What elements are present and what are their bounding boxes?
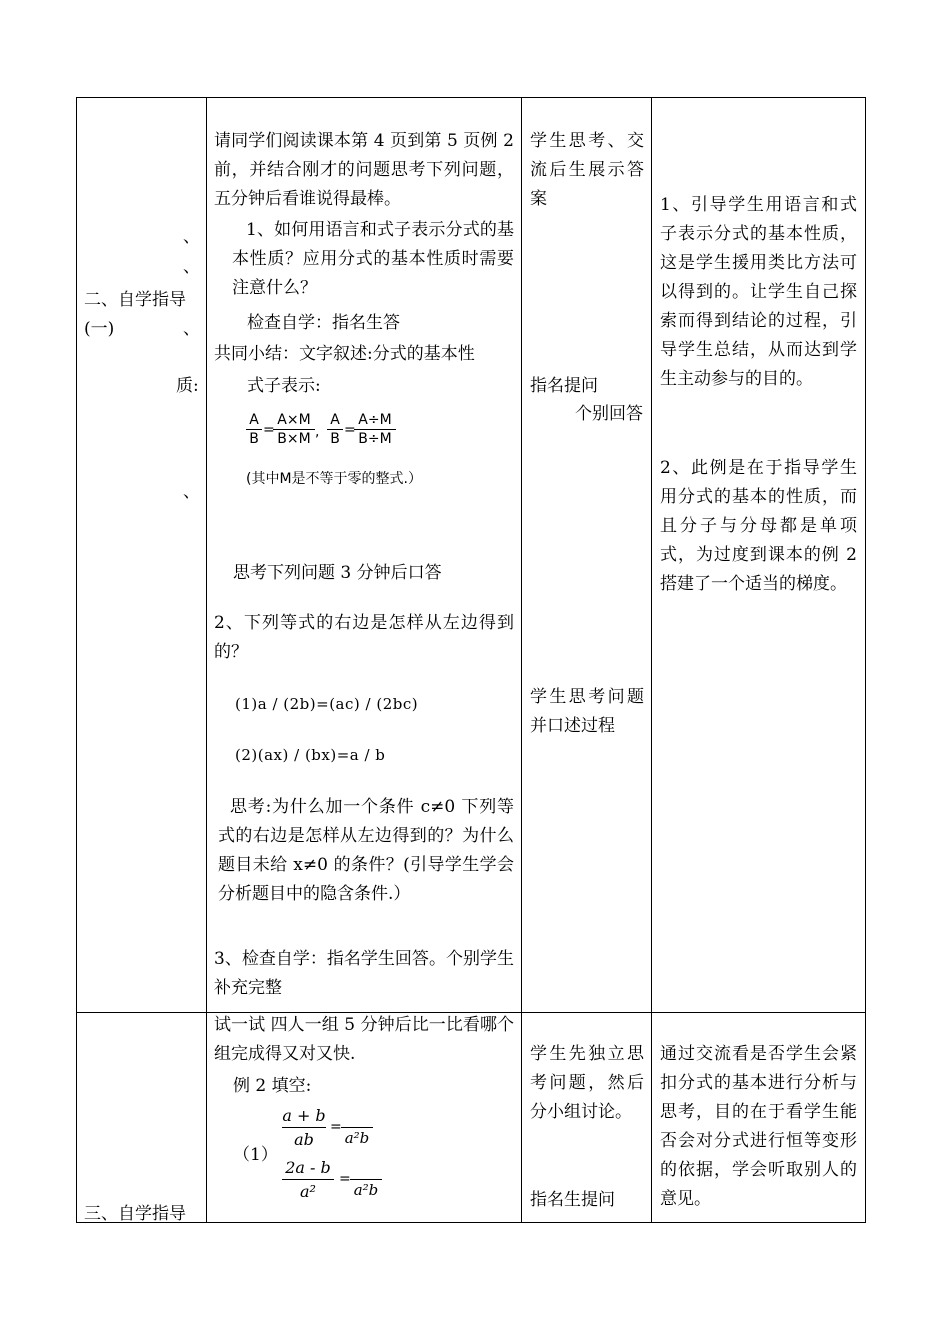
question-1: 1、如何用语言和式子表示分式的基本性质？应用分式的基本性质时需要注意什么？ <box>232 220 514 298</box>
fraction-am-bm: A×M B×M <box>273 412 315 447</box>
question-2: 2、下列等式的右边是怎样从左边得到的？ <box>214 613 514 662</box>
section-title: 三、自学指导 <box>84 1204 186 1224</box>
student-activity-3: 学生思考问题并口述过程 <box>530 687 644 736</box>
section-title: 二、自学指导 <box>84 290 186 310</box>
column-divider <box>206 98 207 1222</box>
enum-mark: 、 <box>183 227 200 247</box>
enum-mark: 、 <box>183 482 200 502</box>
fraction-a-b: A B <box>246 412 262 447</box>
column-divider <box>521 98 522 1222</box>
student-activity-2: 指名提问 <box>530 376 598 396</box>
reading-instruction: 请同学们阅读课本第 4 页到第 5 页例 2 前，并结合刚才的问题思考下列问题，五分钟后看谁说得最棒。 <box>214 131 514 209</box>
section-subtitle: (一) <box>84 319 115 339</box>
design-intent-1: 1、引导学生用语言和式子表示分式的基本性质，这是学生援用类比方法可以得到的。让学生自己探索而得到结论的过程，引导学生总结，从而达到学生主动参与的目的。 <box>660 195 857 389</box>
equation-2: (2)(ax) / (bx)=a / b <box>235 746 386 764</box>
fraction-a-div-m: A÷M B÷M <box>354 412 396 447</box>
design-intent-3: 通过交流看是否学生会紧扣分式的基本进行分析与思考，目的在于看学生能否会对分式进行恒等变形的依据，学会听取别人的意见。 <box>660 1044 857 1209</box>
fraction-a-plus-b-over-ab: a + b ab <box>282 1106 326 1149</box>
equation-1: (1)a / (2b)=(ac) / (2bc) <box>235 695 419 713</box>
summary-line: 共同小结：文字叙述:分式的基本性 <box>214 344 475 364</box>
student-activity-2b: 个别回答 <box>575 404 643 424</box>
question-3: 3、检查自学：指名学生回答。个别学生补充完整 <box>214 949 514 998</box>
equals-sign: = <box>339 1171 351 1187</box>
equals-sign: = <box>330 1119 342 1135</box>
item-label: （1） <box>233 1145 278 1165</box>
answer-blank: a²b <box>341 1127 373 1147</box>
group-task: 试一试 四人一组 5 分钟后比一比看哪个组完成得又对又快. <box>214 1015 514 1064</box>
think-question: 思考:为什么加一个条件 c≠0 下列等式的右边是怎样从左边得到的？为什么题目未给 x≠0 的条件？(引导学生学会分析题目中的隐含条件.） <box>218 797 514 904</box>
student-activity-5: 指名生提问 <box>530 1190 615 1210</box>
check-self-study: 检查自学：指名生答 <box>247 313 400 333</box>
equals-sign: = <box>263 422 275 438</box>
example-label: 例 2 填空: <box>233 1076 312 1096</box>
fraction-2a-minus-b-over-a2: 2a - b a² <box>282 1158 334 1201</box>
column-divider <box>651 98 652 1222</box>
design-intent-2: 2、此例是在于指导学生用分式的基本的性质，而且分子与分母都是单项式，为过度到课本的例 2 搭建了一个适当的梯度。 <box>660 458 857 594</box>
enum-mark: 、 <box>183 319 200 339</box>
fraction-a-b: A B <box>327 412 343 447</box>
answer-blank: a²b <box>350 1179 382 1199</box>
comma: , <box>315 424 320 440</box>
student-activity-1: 学生思考、交流后生展示答案 <box>530 131 644 209</box>
enum-mark: 、 <box>183 257 200 277</box>
summary-formula-label: 式子表示: <box>247 376 321 396</box>
student-activity-4: 学生先独立思考问题，然后分小组讨论。 <box>530 1044 644 1122</box>
think-prompt: 思考下列问题 3 分钟后口答 <box>233 563 442 583</box>
formula-note: (其中M是不等于零的整式.） <box>246 471 422 487</box>
equals-sign: = <box>344 422 356 438</box>
quality-fragment: 质: <box>176 376 199 396</box>
